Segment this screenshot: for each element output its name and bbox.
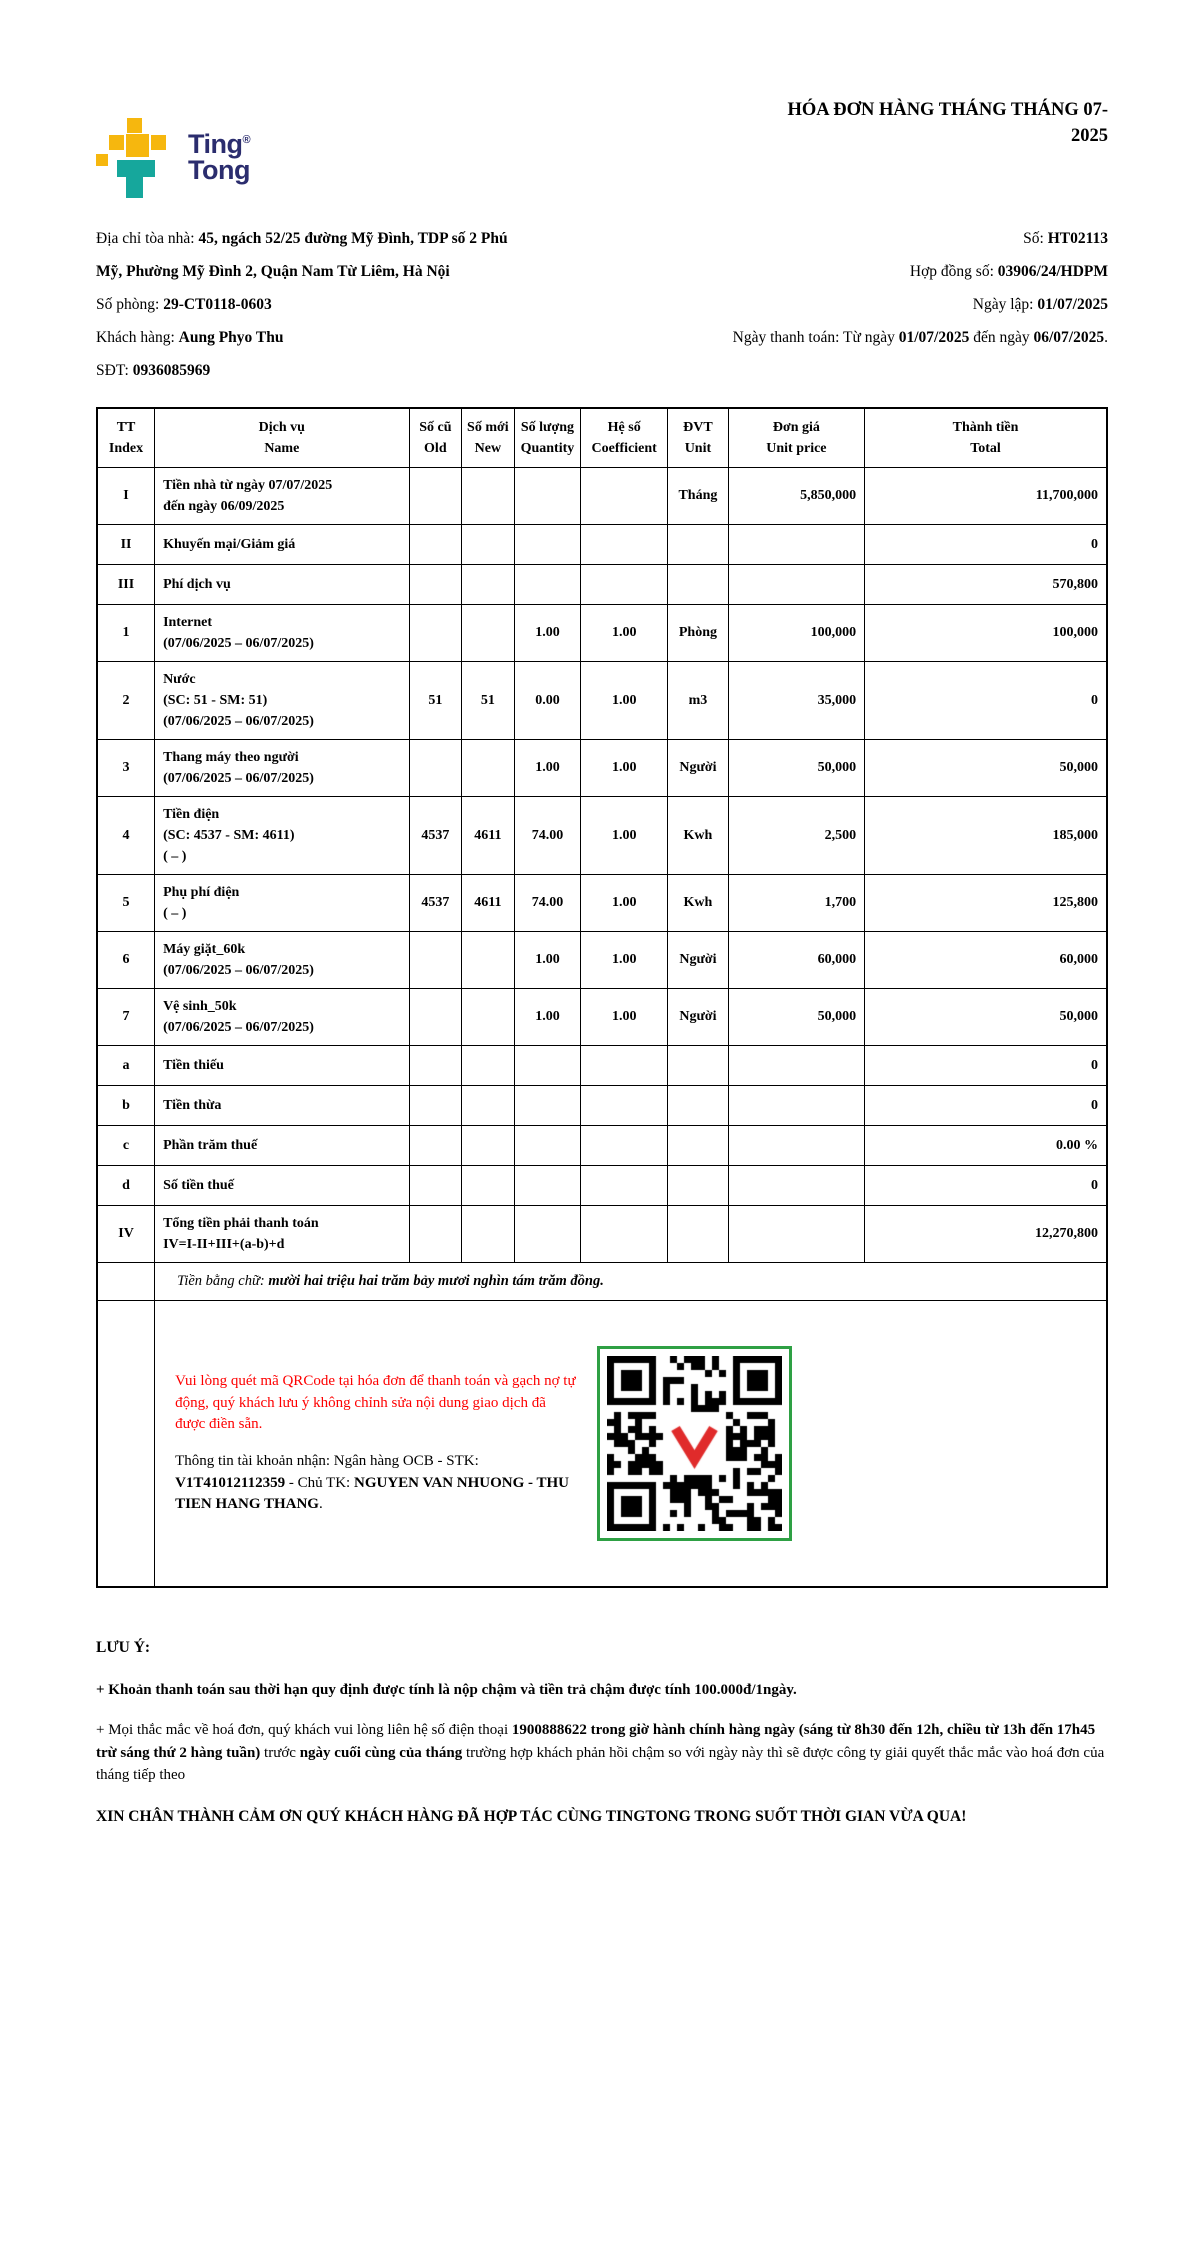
cell-index: a [97, 1046, 155, 1086]
payment-row [97, 1301, 1107, 1587]
info-right-text [733, 321, 1108, 354]
cell-old-reading: 4537 [409, 875, 462, 932]
cell-coefficient: 1.00 [581, 875, 668, 932]
payment-cell [155, 1301, 1107, 1587]
cell-new-reading [462, 1166, 515, 1206]
cell-unit-price [728, 1126, 864, 1166]
cell-coefficient [581, 1046, 668, 1086]
table-row [97, 565, 1107, 605]
cell-total: 185,000 [865, 797, 1107, 875]
invoice-table-header [97, 408, 1107, 468]
cell-quantity [514, 1206, 581, 1263]
invoice-info-block [96, 222, 1108, 387]
info-right-text [1023, 222, 1108, 255]
cell-quantity [514, 1046, 581, 1086]
cell-new-reading [462, 1126, 515, 1166]
tingtong-logo-icon [96, 118, 176, 200]
cell-service-name: Tổng tiền phải thanh toán IV=I-II+III+(a-b)+d [155, 1206, 410, 1263]
info-left-text [96, 354, 210, 387]
qr-scan-note: Vui lòng quét mã QRCode tại hóa đơn để thanh toán và gạch nợ tự động, quý khách lưu ý không chỉnh sửa nội dung giao dịch đã được điền sẵn. [175, 1373, 576, 1432]
cell-total: 100,000 [865, 605, 1107, 662]
info-segment: Địa chỉ tòa nhà: [96, 230, 199, 247]
cell-quantity: 74.00 [514, 875, 581, 932]
info-segment: 01/07/2025 [1037, 296, 1108, 313]
cell-coefficient: 1.00 [581, 797, 668, 875]
cell-unit [668, 1086, 729, 1126]
cell-unit [668, 1046, 729, 1086]
cell-index: 3 [97, 740, 155, 797]
cell-total: 0 [865, 1046, 1107, 1086]
cell-old-reading [409, 468, 462, 525]
column-header: Hệ số Coefficient [581, 408, 668, 468]
cell-unit-price: 1,700 [728, 875, 864, 932]
cell-new-reading [462, 525, 515, 565]
hotline-segment: + Mọi thắc mắc về hoá đơn, quý khách vui lòng liên hệ số điện thoại [96, 1722, 512, 1739]
cell-unit-price [728, 525, 864, 565]
footer-notes [96, 1636, 1108, 1829]
info-left-text [96, 222, 508, 255]
info-segment: 06/07/2025 [1033, 329, 1105, 346]
empty-index-cell [97, 1301, 155, 1587]
cell-quantity [514, 468, 581, 525]
table-row [97, 740, 1107, 797]
cell-service-name: Phụ phí điện ( – ) [155, 875, 410, 932]
cell-quantity [514, 1086, 581, 1126]
table-row [97, 1046, 1107, 1086]
cell-new-reading [462, 468, 515, 525]
cell-service-name: Khuyến mại/Giảm giá [155, 525, 410, 565]
cell-old-reading [409, 1126, 462, 1166]
cell-total: 125,800 [865, 875, 1107, 932]
cell-old-reading [409, 565, 462, 605]
cell-index: IV [97, 1206, 155, 1263]
account-segment: Thông tin tài khoản nhận: Ngân hàng OCB - STK: [175, 1453, 479, 1470]
invoice-title: HÓA ĐƠN HÀNG THÁNG THÁNG 07- 2025 [787, 100, 1108, 146]
tingtong-logo-text: Ting® Tong [188, 129, 251, 185]
amount-in-words: Tiền bằng chữ: mười hai triệu hai trăm bảy mươi nghìn tám trăm đồng. [155, 1263, 1107, 1301]
info-segment: Ngày thanh toán: Từ ngày [732, 329, 899, 346]
cell-unit-price [728, 1046, 864, 1086]
info-segment: Ngày lập: [972, 296, 1038, 313]
cell-service-name: Vệ sinh_50k (07/06/2025 – 06/07/2025) [155, 989, 410, 1046]
cell-coefficient: 1.00 [581, 989, 668, 1046]
cell-index: III [97, 565, 155, 605]
column-header: ĐVT Unit [668, 408, 729, 468]
cell-index: d [97, 1166, 155, 1206]
cell-total: 570,800 [865, 565, 1107, 605]
info-segment: Aung Phyo Thu [178, 329, 284, 346]
cell-coefficient: 1.00 [581, 932, 668, 989]
cell-service-name: Internet (07/06/2025 – 06/07/2025) [155, 605, 410, 662]
column-header: TT Index [97, 408, 155, 468]
cell-service-name: Tiền điện (SC: 4537 - SM: 4611) ( – ) [155, 797, 410, 875]
cell-quantity: 74.00 [514, 797, 581, 875]
info-left-text [96, 321, 283, 354]
cell-total: 0 [865, 662, 1107, 740]
cell-service-name: Số tiền thuế [155, 1166, 410, 1206]
cell-coefficient: 1.00 [581, 662, 668, 740]
invoice-table-body [97, 468, 1107, 1263]
column-header: Số lượng Quantity [514, 408, 581, 468]
info-segment: 03906/24/HDPM [997, 263, 1108, 280]
info-segment: Khách hàng: [96, 329, 179, 346]
cell-quantity [514, 1126, 581, 1166]
table-row [97, 1086, 1107, 1126]
payment-instructions [175, 1371, 577, 1515]
cell-old-reading [409, 1086, 462, 1126]
table-row [97, 932, 1107, 989]
table-header-row [97, 408, 1107, 468]
table-row [97, 797, 1107, 875]
cell-unit [668, 1126, 729, 1166]
cell-old-reading [409, 989, 462, 1046]
hotline-segment: 1900888622 trong giờ hành chính hàng ngày (sáng từ 8h30 đến 12h, chiều từ 13h đến 17h45 trừ sáng thứ 2 hàng tuần) [96, 1722, 1096, 1761]
cell-unit-price [728, 1166, 864, 1206]
thank-you-note: XIN CHÂN THÀNH CẢM ƠN QUÝ KHÁCH HÀNG ĐÃ HỢP TÁC CÙNG TINGTONG TRONG SUỐT THỜI GIAN VỪA QUA! [96, 1807, 967, 1825]
table-row [97, 989, 1107, 1046]
cell-new-reading [462, 565, 515, 605]
column-header: Số cũ Old [409, 408, 462, 468]
cell-coefficient [581, 1126, 668, 1166]
info-segment: Số: [1023, 230, 1048, 247]
account-segment: - Chủ TK: [285, 1474, 354, 1491]
header [96, 98, 1108, 200]
info-segment: 01/07/2025 [898, 329, 970, 346]
cell-index: 4 [97, 797, 155, 875]
cell-unit: Kwh [668, 797, 729, 875]
cell-new-reading [462, 1086, 515, 1126]
cell-total: 11,700,000 [865, 468, 1107, 525]
cell-service-name: Nước (SC: 51 - SM: 51) (07/06/2025 – 06/07/2025) [155, 662, 410, 740]
cell-new-reading [462, 1206, 515, 1263]
info-right-text [973, 288, 1108, 321]
cell-new-reading [462, 605, 515, 662]
cell-new-reading [462, 1046, 515, 1086]
amount-in-words-row [97, 1263, 1107, 1301]
cell-coefficient [581, 1166, 668, 1206]
cell-index: 1 [97, 605, 155, 662]
cell-unit-price: 35,000 [728, 662, 864, 740]
cell-service-name: Phần trăm thuế [155, 1126, 410, 1166]
tingtong-logo [96, 118, 250, 200]
info-segment: Hợp đồng số: [909, 263, 998, 280]
column-header: Dịch vụ Name [155, 408, 410, 468]
cell-new-reading [462, 740, 515, 797]
info-segment: 45, ngách 52/25 đường Mỹ Đình, TDP số 2 Phú [198, 230, 508, 247]
cell-old-reading [409, 1046, 462, 1086]
info-segment: . [1104, 329, 1108, 346]
cell-unit-price [728, 1086, 864, 1126]
column-header: Thành tiền Total [865, 408, 1107, 468]
cell-old-reading [409, 1206, 462, 1263]
cell-total: 60,000 [865, 932, 1107, 989]
cell-service-name: Tiền thiếu [155, 1046, 410, 1086]
hotline-note [96, 1719, 1108, 1787]
cell-unit-price [728, 1206, 864, 1263]
info-segment: 29-CT0118-0603 [163, 296, 272, 313]
table-row [97, 468, 1107, 525]
cell-new-reading [462, 989, 515, 1046]
cell-index: 5 [97, 875, 155, 932]
cell-coefficient [581, 1086, 668, 1126]
cell-unit: m3 [668, 662, 729, 740]
cell-unit [668, 525, 729, 565]
cell-unit: Người [668, 740, 729, 797]
cell-unit [668, 1206, 729, 1263]
cell-index: 6 [97, 932, 155, 989]
cell-coefficient: 1.00 [581, 605, 668, 662]
cell-old-reading [409, 740, 462, 797]
hotline-segment: trường hợp khách phản hồi chậm so với ngày này thì sẽ được công ty giải quyết thắc mắc vào hoá đơn của tháng tiếp theo [96, 1744, 1105, 1784]
cell-total: 0 [865, 1086, 1107, 1126]
cell-total: 0.00 % [865, 1126, 1107, 1166]
cell-unit [668, 565, 729, 605]
cell-old-reading: 4537 [409, 797, 462, 875]
table-row [97, 525, 1107, 565]
cell-coefficient [581, 565, 668, 605]
info-segment: Mỹ, Phường Mỹ Đình 2, Quận Nam Từ Liêm, Hà Nội [96, 263, 450, 280]
cell-new-reading [462, 932, 515, 989]
cell-unit: Người [668, 989, 729, 1046]
cell-quantity [514, 1166, 581, 1206]
info-row [96, 321, 1108, 354]
cell-service-name: Phí dịch vụ [155, 565, 410, 605]
cell-index: I [97, 468, 155, 525]
cell-quantity: 0.00 [514, 662, 581, 740]
cell-service-name: Thang máy theo người (07/06/2025 – 06/07/2025) [155, 740, 410, 797]
cell-coefficient [581, 468, 668, 525]
cell-unit-price: 50,000 [728, 740, 864, 797]
cell-coefficient [581, 1206, 668, 1263]
cell-service-name: Tiền thừa [155, 1086, 410, 1126]
info-segment: HT02113 [1047, 230, 1108, 247]
info-segment: 0936085969 [132, 362, 211, 379]
table-row [97, 1206, 1107, 1263]
info-left-text [96, 255, 450, 288]
column-header: Đơn giá Unit price [728, 408, 864, 468]
cell-unit: Phòng [668, 605, 729, 662]
cell-old-reading [409, 1166, 462, 1206]
table-row [97, 875, 1107, 932]
cell-quantity [514, 525, 581, 565]
cell-total: 50,000 [865, 989, 1107, 1046]
info-row [96, 255, 1108, 288]
payment-qr-code [597, 1346, 792, 1541]
cell-quantity: 1.00 [514, 740, 581, 797]
cell-total: 0 [865, 1166, 1107, 1206]
account-segment: . [318, 1495, 323, 1512]
cell-index: II [97, 525, 155, 565]
cell-unit-price: 5,850,000 [728, 468, 864, 525]
hotline-segment: trước [260, 1744, 300, 1761]
hotline-segment: ngày cuối cùng của tháng [299, 1744, 463, 1761]
cell-coefficient: 1.00 [581, 740, 668, 797]
cell-quantity: 1.00 [514, 605, 581, 662]
cell-index: c [97, 1126, 155, 1166]
cell-old-reading [409, 605, 462, 662]
cell-unit-price: 60,000 [728, 932, 864, 989]
table-row [97, 662, 1107, 740]
cell-unit-price: 100,000 [728, 605, 864, 662]
cell-index: b [97, 1086, 155, 1126]
info-segment: SĐT: [96, 362, 133, 379]
info-segment: đến ngày [969, 329, 1034, 346]
qr-code-image [607, 1356, 782, 1531]
account-segment: V1T41012112359 [175, 1474, 286, 1491]
receiving-account-info [175, 1451, 577, 1515]
table-row [97, 605, 1107, 662]
cell-total: 0 [865, 525, 1107, 565]
cell-service-name: Tiền nhà từ ngày 07/07/2025 đến ngày 06/09/2025 [155, 468, 410, 525]
registered-mark: ® [242, 134, 251, 146]
cell-unit: Kwh [668, 875, 729, 932]
cell-quantity: 1.00 [514, 989, 581, 1046]
cell-old-reading: 51 [409, 662, 462, 740]
info-right-text [910, 255, 1108, 288]
cell-unit-price [728, 565, 864, 605]
table-row [97, 1126, 1107, 1166]
invoice-table [96, 407, 1108, 1588]
cell-unit [668, 1166, 729, 1206]
cell-index: 2 [97, 662, 155, 740]
cell-new-reading: 4611 [462, 875, 515, 932]
cell-coefficient [581, 525, 668, 565]
cell-quantity [514, 565, 581, 605]
info-row [96, 354, 1108, 387]
notes-heading: LƯU Ý: [96, 1638, 151, 1656]
info-segment: Số phòng: [96, 296, 164, 313]
late-payment-note: + Khoản thanh toán sau thời hạn quy định được tính là nộp chậm và tiền trả chậm được tính 100.000đ/1ngày. [96, 1681, 797, 1698]
info-row [96, 222, 1108, 255]
cell-old-reading [409, 525, 462, 565]
cell-quantity: 1.00 [514, 932, 581, 989]
cell-total: 12,270,800 [865, 1206, 1107, 1263]
cell-total: 50,000 [865, 740, 1107, 797]
column-header: Số mới New [462, 408, 515, 468]
account-segment: NGUYEN VAN NHUONG - THU TIEN HANG THANG [175, 1474, 570, 1512]
cell-unit-price: 50,000 [728, 989, 864, 1046]
info-row [96, 288, 1108, 321]
cell-new-reading: 51 [462, 662, 515, 740]
cell-unit-price: 2,500 [728, 797, 864, 875]
empty-index-cell [97, 1263, 155, 1301]
invoice-table-footer [97, 1263, 1107, 1587]
cell-index: 7 [97, 989, 155, 1046]
cell-old-reading [409, 932, 462, 989]
cell-service-name: Máy giặt_60k (07/06/2025 – 06/07/2025) [155, 932, 410, 989]
cell-unit: Người [668, 932, 729, 989]
table-row [97, 1166, 1107, 1206]
cell-unit: Tháng [668, 468, 729, 525]
info-left-text [96, 288, 272, 321]
cell-new-reading: 4611 [462, 797, 515, 875]
